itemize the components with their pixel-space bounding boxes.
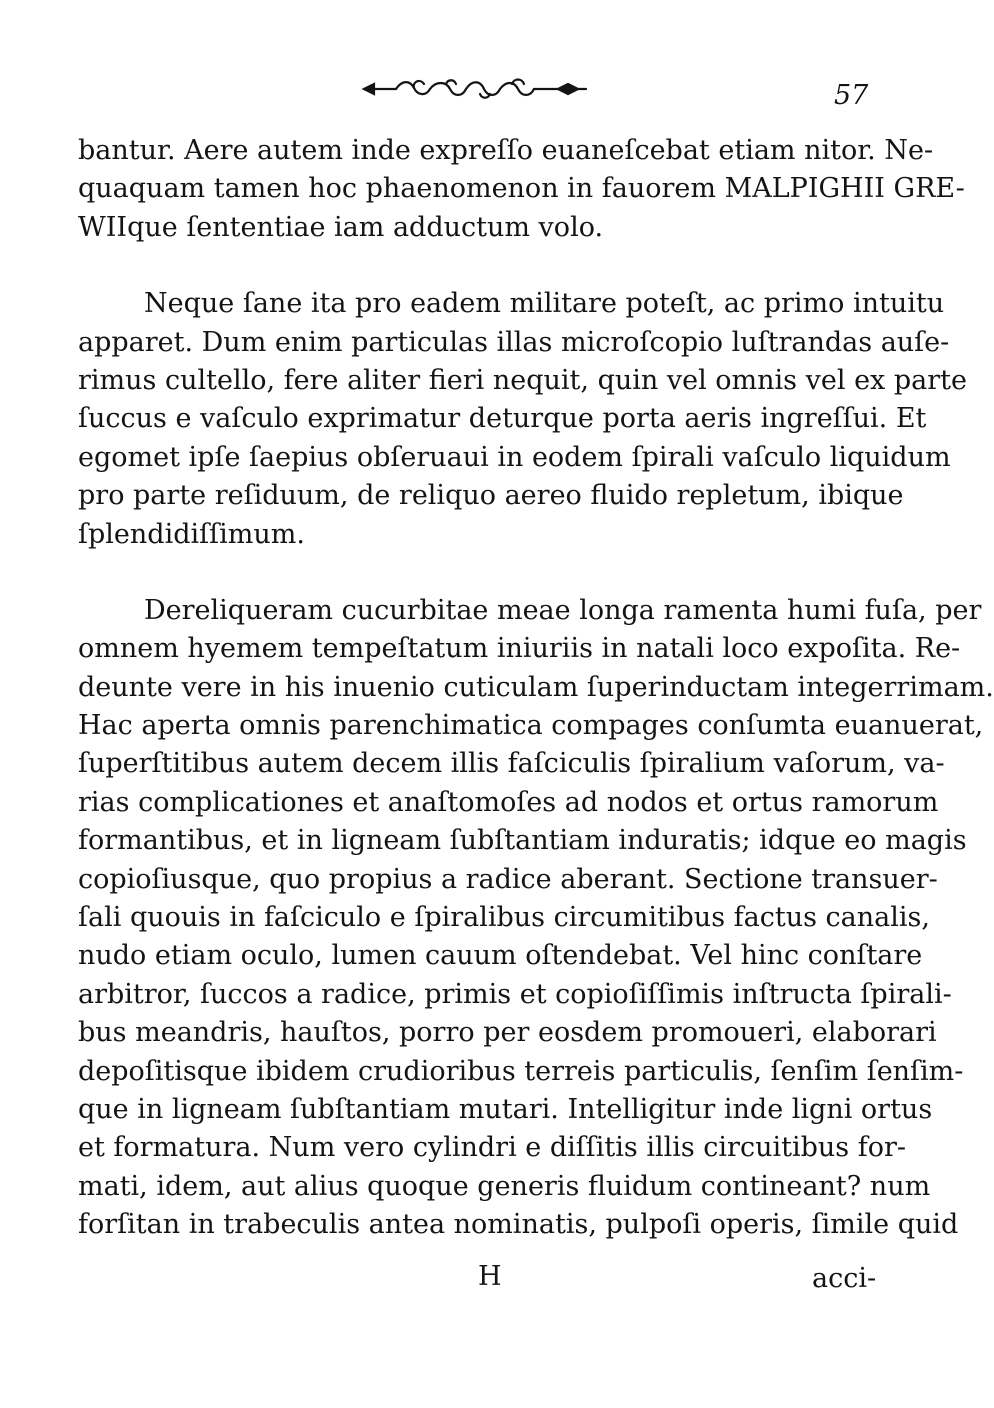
text-line: egomet ipſe ſaepius obſeruaui in eodem ſpirali vaſculo liquidum [78, 441, 951, 473]
page-number: 57 [834, 80, 869, 111]
text-line: quaquam tamen hoc phaenomenon in fauorem MALPIGHII GRE- [78, 173, 965, 205]
text-line: ſali quouis in faſciculo e ſpiralibus circumitibus factus canalis, [78, 902, 930, 934]
catchword: acci- [812, 1263, 877, 1294]
text-line: apparet. Dum enim particulas illas microſcopio luſtrandas auſe- [78, 326, 950, 358]
text-line: ſuccus e vaſculo exprimatur deturque porta aeris ingreſſui. Et [78, 403, 927, 435]
text-line: nudo etiam oculo, lumen cauum oſtendebat. Vel hinc conſtare [78, 940, 923, 972]
text-line: Hac aperta omnis parenchimatica compages conſumta euanuerat, [78, 710, 984, 742]
paragraph-spacing [78, 247, 866, 285]
decorative-headpiece-ornament [362, 76, 588, 102]
paragraph-1 [78, 132, 965, 247]
text-line: rimus cultello, fere aliter fieri nequit, quin vel omnis vel ex parte [78, 364, 967, 396]
text-line: Neque ſane ita pro eadem militare poteſt, ac primo intuitu [144, 288, 945, 320]
text-line: pro parte reſiduum, de reliquo aereo fluido repletum, ibique [78, 480, 904, 512]
text-line: mati, idem, aut alius quoque generis fluidum contineant? num [78, 1170, 931, 1202]
text-line: WIIque ſententiae iam adductum volo. [78, 211, 604, 243]
text-line: ſuperſtitibus autem decem illis faſciculis ſpiralium vaſorum, va- [78, 748, 945, 780]
page-body-text [78, 132, 994, 1245]
text-line: forſitan in trabeculis antea nominatis, pulpoſi operis, ſimile quid [78, 1209, 959, 1241]
text-line: arbitror, ſuccos a radice, primis et copioſiſſimis inſtructa ſpirali- [78, 978, 952, 1010]
text-line: bantur. Aere autem inde expreſſo euaneſcebat etiam nitor. Ne- [78, 135, 934, 166]
text-line: deunte vere in his inuenio cuticulam ſuperinductam integerrimam. [78, 671, 994, 703]
text-line: et formatura. Num vero cylindri e diſſitis illis circuitibus for- [78, 1132, 906, 1164]
paragraph-spacing [78, 554, 866, 592]
text-line: omnem hyemem tempeſtatum iniuriis in natali loco expoſita. Re- [78, 633, 961, 665]
paragraph-3 [78, 592, 994, 1245]
text-line: que in ligneam ſubſtantiam mutari. Intelligitur inde ligni ortus [78, 1093, 933, 1125]
text-line: rias complicationes et anaſtomoſes ad nodos et ortus ramorum [78, 786, 939, 818]
text-line: depoſitisque ibidem crudioribus terreis particulis, ſenſim ſenſim- [78, 1055, 964, 1087]
text-line: bus meandris, hauſtos, porro per eosdem promoueri, elaborari [78, 1017, 937, 1049]
signature-mark: H [478, 1261, 502, 1292]
text-line: Dereliqueram cucurbitae meae longa ramenta humi fuſa, per [144, 594, 982, 626]
paragraph-2 [78, 285, 967, 554]
text-line: formantibus, et in ligneam ſubſtantiam induratis; idque eo magis [78, 825, 967, 857]
text-line: copioſiusque, quo propius a radice aberant. Sectione transuer- [78, 863, 938, 895]
text-line: ſplendidiſſimum. [78, 518, 305, 550]
